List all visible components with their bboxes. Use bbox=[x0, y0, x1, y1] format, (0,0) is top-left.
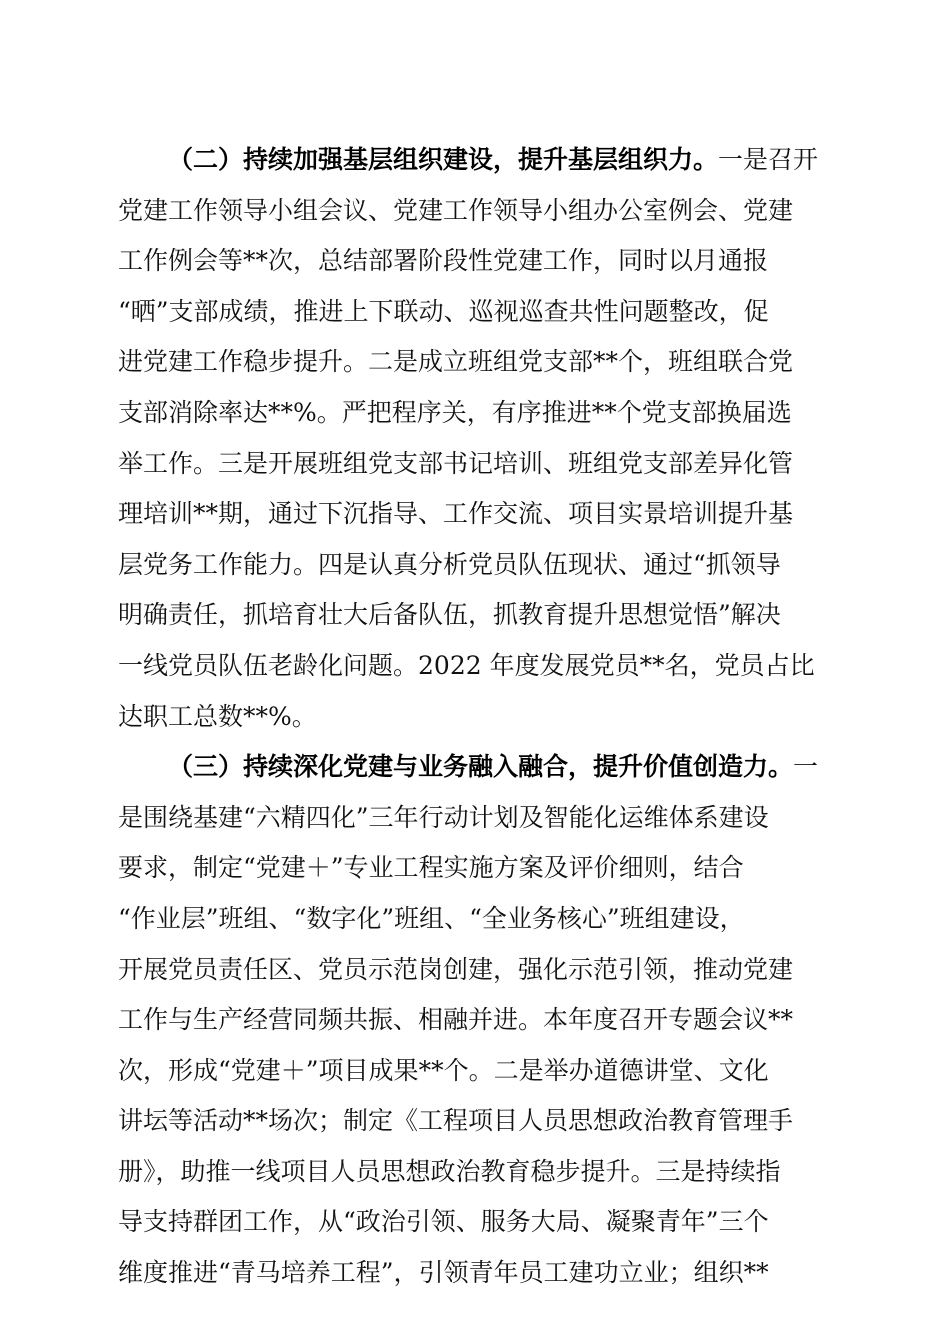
section-3-line: 次，形成“党建＋”项目成果**个。二是举办道德讲堂、文化 bbox=[118, 1055, 769, 1085]
section-2-first-line bbox=[118, 135, 838, 186]
section-3-heading: （三）持续深化党建与业务融入融合，提升价值创造力。 bbox=[168, 752, 794, 782]
section-2-line: 层党务工作能力。四是认真分析党员队伍现状、通过“抓领导 bbox=[118, 549, 781, 579]
section-3-first-line bbox=[118, 742, 838, 793]
section-2-line: 理培训**期，通过下沉指导、工作交流、项目实景培训提升基 bbox=[118, 499, 794, 529]
section-2-line: 支部消除率达**%。严把程序关，有序推进**个党支部换届选 bbox=[118, 397, 792, 427]
section-2-line: 明确责任，抓培育壮大后备队伍，抓教育提升思想觉悟”解决 bbox=[118, 600, 781, 630]
section-3-line: 维度推进“青马培养工程”，引领青年员工建功立业；组织** bbox=[118, 1258, 769, 1288]
section-3-line: 讲坛等活动**场次；制定《工程项目人员思想政治教育管理手 bbox=[118, 1106, 794, 1136]
section-2-line: 一是召开 bbox=[718, 145, 819, 174]
section-2-line: 工作例会等**次，总结部署阶段性党建工作，同时以月通报 bbox=[118, 246, 769, 276]
section-2-line: 达职工总数**%。 bbox=[118, 701, 317, 731]
section-3-line: 要求，制定“党建＋”专业工程实施方案及评价细则，结合 bbox=[118, 853, 744, 883]
section-3-line: 是围绕基建“六精四化”三年行动计划及智能化运维体系建设 bbox=[118, 802, 769, 832]
section-3-line: 工作与生产经营同频共振、相融并进。本年度召开专题会议** bbox=[118, 1005, 794, 1035]
section-3-line: 导支持群团工作，从“政治引领、服务大局、凝聚青年”三个 bbox=[118, 1207, 769, 1237]
section-3-line: 开展党员责任区、党员示范岗创建，强化示范引领，推动党建 bbox=[118, 954, 794, 984]
section-2-line: 一线党员队伍老龄化问题。2022 年度发展党员**名，党员占比 bbox=[118, 650, 815, 680]
document-body bbox=[118, 135, 838, 1299]
section-2-line: “晒”支部成绩，推进上下联动、巡视巡查共性问题整改，促 bbox=[118, 296, 769, 326]
section-3-line: 一 bbox=[793, 752, 819, 782]
section-2-line: 进党建工作稳步提升。二是成立班组党支部**个，班组联合党 bbox=[118, 347, 794, 377]
section-2-heading: （二）持续加强基层组织建设，提升基层组织力。 bbox=[168, 145, 719, 174]
section-3-line: 册》，助推一线项目人员思想政治教育稳步提升。三是持续指 bbox=[118, 1156, 781, 1186]
section-2-line: 党建工作领导小组会议、党建工作领导小组办公室例会、党建 bbox=[118, 195, 794, 225]
section-3-line: “作业层”班组、“数字化”班组、“全业务核心”班组建设， bbox=[118, 903, 745, 933]
section-2-line: 举工作。三是开展班组党支部书记培训、班组党支部差异化管 bbox=[118, 448, 794, 478]
